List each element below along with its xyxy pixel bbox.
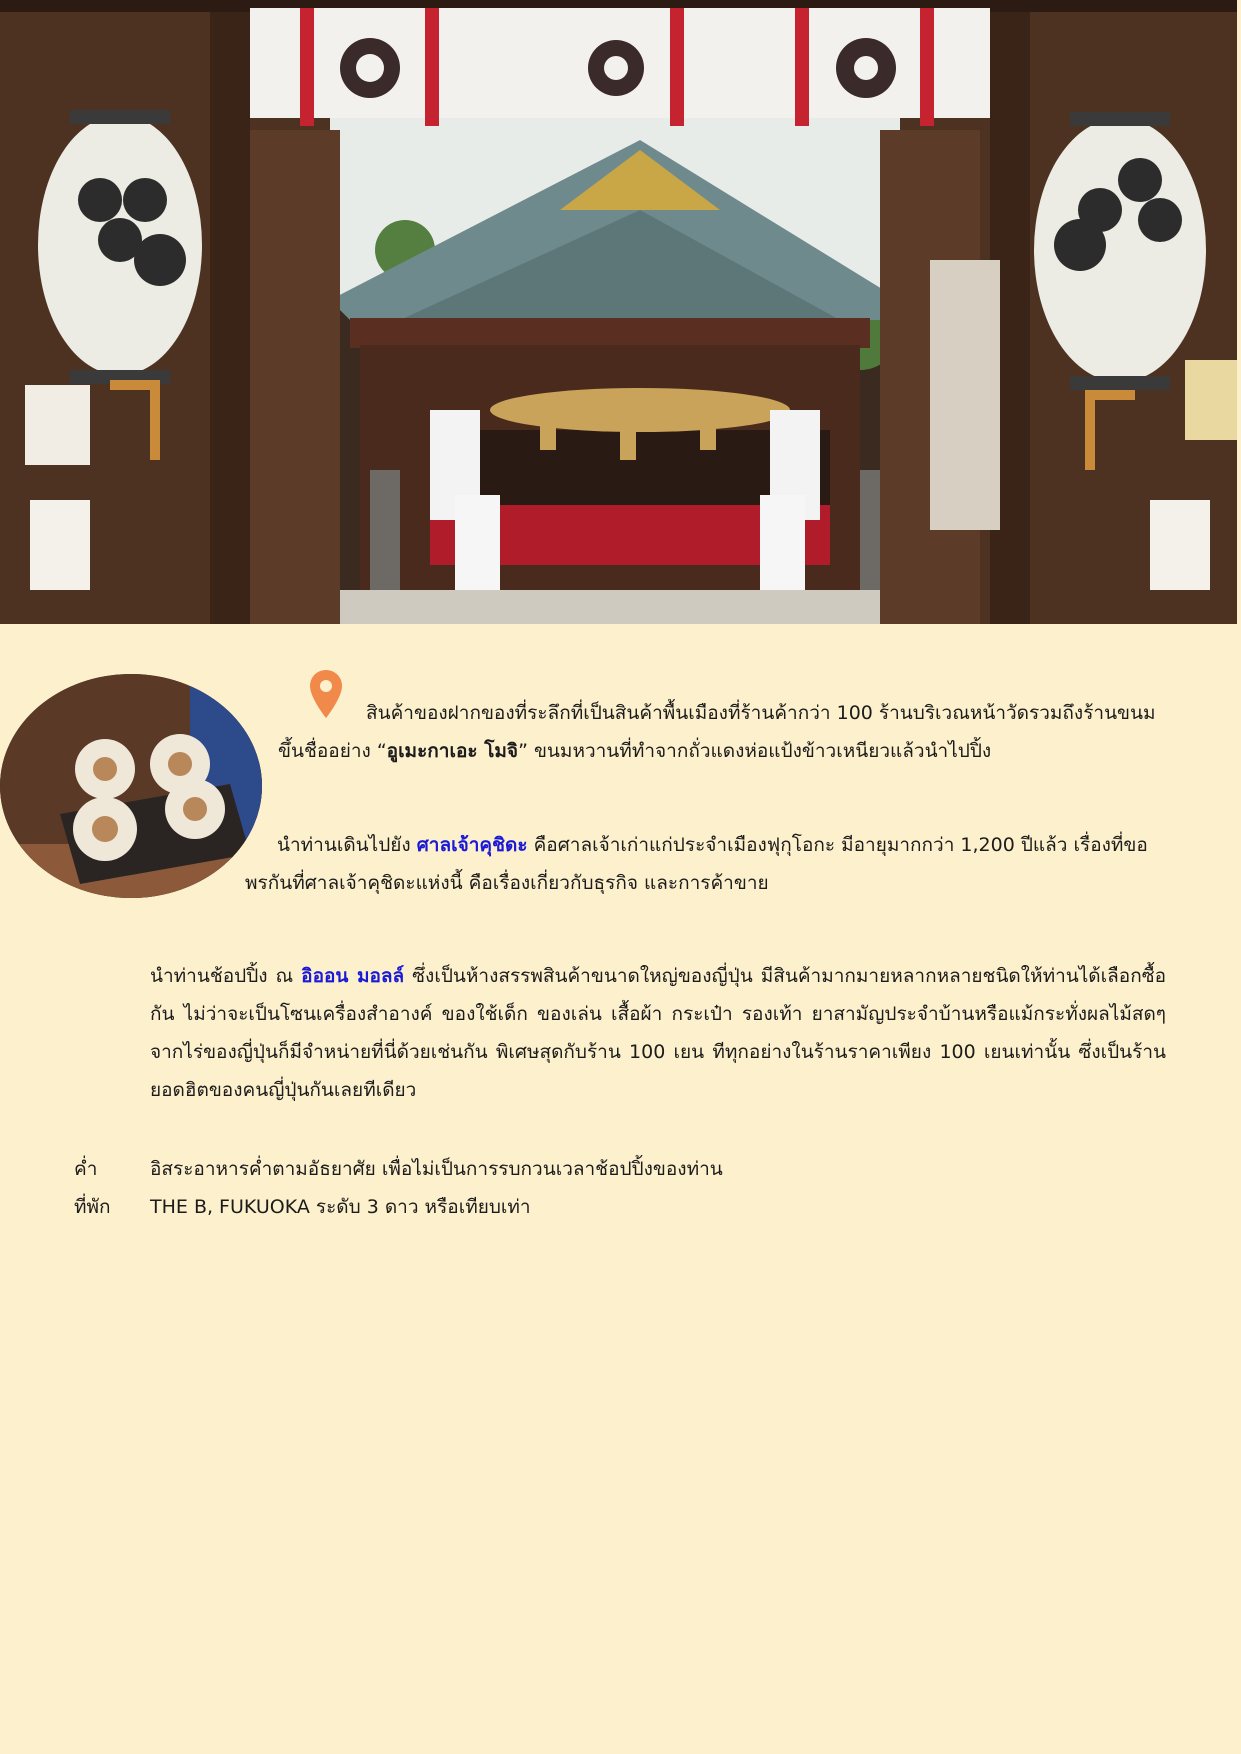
souvenir-paragraph — [278, 694, 1166, 770]
dinner-row — [74, 1150, 723, 1188]
shrine-highlight: ศาลเจ้าคุชิดะ — [416, 834, 528, 856]
shrine-text-after: คือศาลเจ้าเก่าแก่ประจำเมืองฟุกุโอกะ มีอายุมากกว่า 1,200 ปีแล้ว เรื่องที่ขอพรกันที่ศาลเจ้าคุชิดะแห่งนี้ คือเรื่องเกี่ยวกับธุรกิจ และการค้าขาย — [245, 834, 1148, 894]
hotel-value: THE B, FUKUOKA ระดับ 3 ดาว หรือเทียบเท่า — [150, 1196, 531, 1218]
hero-shrine-photo — [0, 0, 1237, 624]
mochi-photo-icon — [0, 674, 262, 898]
mall-text-after: ซึ่งเป็นห้างสรรพสินค้าขนาดใหญ่ของญี่ปุ่น มีสินค้ามากมายหลากหลายชนิดให้ท่านได้เลือกซื้อกัน ไม่ว่าจะเป็นโซนเครื่องสำอางค์ ของใช้เด็ก ของเล่น เสื้อผ้า กระเป๋า รองเท้า ยาสามัญประจำบ้านหรือแม้กระทั่งผลไม้สดๆจากไร่ของญี่ปุ่นก็มีจำหน่ายที่นี่ด้วยเช่นกัน พิเศษสุดกับร้าน 100 เยน ทีทุกอย่างในร้านราคาเพียง 100 เยนเท่านั้น ซึ่งเป็นร้านยอดฮิตของคนญี่ปุ่นกันเลยทีเดียว — [150, 965, 1167, 1101]
shrine-paragraph — [245, 826, 1166, 902]
dinner-value: อิสระอาหารค่ำตามอัธยาศัย เพื่อไม่เป็นการรบกวนเวลาช้อปปิ้งของท่าน — [150, 1158, 723, 1180]
souvenir-text-after: ” ขนมหวานที่ทำจากถั่วแดงห่อแป้งข้าวเหนียวแล้วนำไปปิ้ง — [518, 740, 992, 762]
mochi-photo — [0, 674, 262, 898]
shrine-text-before: นำท่านเดินไปยัง — [277, 834, 417, 856]
mall-text-before: นำท่านช้อปปิ้ง ณ — [150, 965, 302, 987]
hotel-row — [74, 1188, 531, 1226]
shrine-gate-photo-icon — [0, 0, 1237, 624]
souvenir-highlight: อูเมะกาเอะ โมจิ — [386, 740, 519, 762]
dinner-label: ค่ำ — [74, 1158, 98, 1180]
mall-paragraph — [150, 957, 1166, 1109]
souvenir-text-before: สินค้าของฝากของที่ระลึกที่เป็นสินค้าพื้นเมืองที่ร้านค้ากว่า 100 ร้านบริเวณหน้าวัดรวมถึงร้านขนมขึ้นชื่ออย่าง “ — [278, 702, 1156, 762]
hotel-label: ที่พัก — [74, 1196, 111, 1218]
mall-highlight: อิออน มอลล์ — [301, 965, 405, 987]
